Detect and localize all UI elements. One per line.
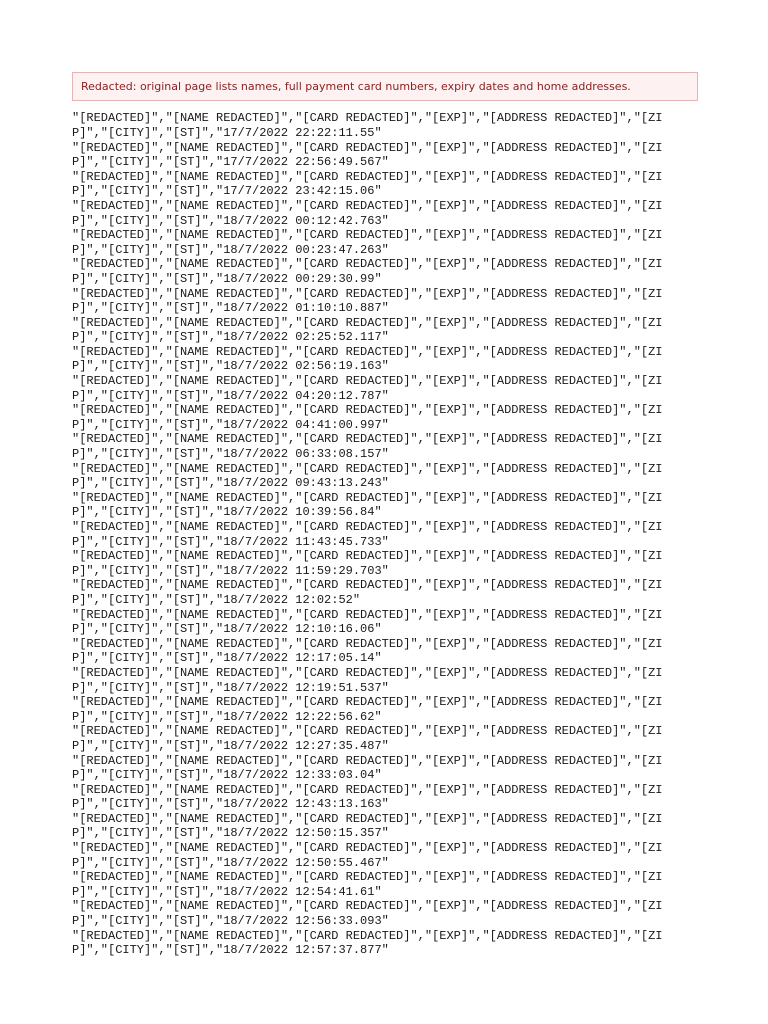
record-line: "[REDACTED]","[NAME REDACTED]","[CARD REDACTED]","[EXP]","[ADDRESS REDACTED]","[ZIP]","[CITY]","[ST]","18/7/2022 12:57:37.877": [72, 928, 663, 958]
record-line: "[REDACTED]","[NAME REDACTED]","[CARD REDACTED]","[EXP]","[ADDRESS REDACTED]","[ZIP]","[CITY]","[ST]","18/7/2022 11:43:45.733": [72, 520, 663, 549]
record-line: "[REDACTED]","[NAME REDACTED]","[CARD REDACTED]","[EXP]","[ADDRESS REDACTED]","[ZIP]","[CITY]","[ST]","18/7/2022 12:19:51.537": [72, 665, 663, 695]
record-line: "[REDACTED]","[NAME REDACTED]","[CARD REDACTED]","[EXP]","[ADDRESS REDACTED]","[ZIP]","[CITY]","[ST]","18/7/2022 04:20:12.787": [72, 374, 663, 403]
record-line: "[REDACTED]","[NAME REDACTED]","[CARD REDACTED]","[EXP]","[ADDRESS REDACTED]","[ZIP]","[CITY]","[ST]","18/7/2022 12:54:41.61": [72, 870, 663, 899]
record-line: "[REDACTED]","[NAME REDACTED]","[CARD REDACTED]","[EXP]","[ADDRESS REDACTED]","[ZIP]","[CITY]","[ST]","18/7/2022 12:27:35.487": [72, 724, 663, 753]
record-line: "[REDACTED]","[NAME REDACTED]","[CARD REDACTED]","[EXP]","[ADDRESS REDACTED]","[ZIP]","[CITY]","[ST]","18/7/2022 04:41:00.997": [72, 403, 663, 432]
record-line: "[REDACTED]","[NAME REDACTED]","[CARD REDACTED]","[EXP]","[ADDRESS REDACTED]","[ZIP]","[CITY]","[ST]","18/7/2022 12:50:15.357": [72, 811, 663, 841]
record-line: "[REDACTED]","[NAME REDACTED]","[CARD REDACTED]","[EXP]","[ADDRESS REDACTED]","[ZIP]","[CITY]","[ST]","18/7/2022 10:39:56.84": [72, 490, 663, 520]
record-line: "[REDACTED]","[NAME REDACTED]","[CARD REDACTED]","[EXP]","[ADDRESS REDACTED]","[ZIP]","[CITY]","[ST]","18/7/2022 09:43:13.243": [72, 461, 663, 491]
record-line: "[REDACTED]","[NAME REDACTED]","[CARD REDACTED]","[EXP]","[ADDRESS REDACTED]","[ZIP]","[CITY]","[ST]","18/7/2022 01:10:10.887": [72, 286, 663, 316]
record-line: "[REDACTED]","[NAME REDACTED]","[CARD REDACTED]","[EXP]","[ADDRESS REDACTED]","[ZIP]","[CITY]","[ST]","18/7/2022 12:22:56.62": [72, 695, 663, 724]
record-line: "[REDACTED]","[NAME REDACTED]","[CARD REDACTED]","[EXP]","[ADDRESS REDACTED]","[ZIP]","[CITY]","[ST]","18/7/2022 12:10:16.06": [72, 607, 663, 637]
record-line: "[REDACTED]","[NAME REDACTED]","[CARD REDACTED]","[EXP]","[ADDRESS REDACTED]","[ZIP]","[CITY]","[ST]","18/7/2022 02:25:52.117": [72, 315, 663, 345]
record-line: "[REDACTED]","[NAME REDACTED]","[CARD REDACTED]","[EXP]","[ADDRESS REDACTED]","[ZIP]","[CITY]","[ST]","17/7/2022 23:42:15.06": [72, 169, 663, 199]
record-line: "[REDACTED]","[NAME REDACTED]","[CARD REDACTED]","[EXP]","[ADDRESS REDACTED]","[ZIP]","[CITY]","[ST]","17/7/2022 22:56:49.567": [72, 140, 663, 170]
record-line: "[REDACTED]","[NAME REDACTED]","[CARD REDACTED]","[EXP]","[ADDRESS REDACTED]","[ZIP]","[CITY]","[ST]","18/7/2022 00:12:42.763": [72, 198, 663, 228]
record-line: "[REDACTED]","[NAME REDACTED]","[CARD REDACTED]","[EXP]","[ADDRESS REDACTED]","[ZIP]","[CITY]","[ST]","18/7/2022 12:17:05.14": [72, 636, 663, 666]
record-line: "[REDACTED]","[NAME REDACTED]","[CARD REDACTED]","[EXP]","[ADDRESS REDACTED]","[ZIP]","[CITY]","[ST]","18/7/2022 06:33:08.157": [72, 432, 663, 462]
record-line: "[REDACTED]","[NAME REDACTED]","[CARD REDACTED]","[EXP]","[ADDRESS REDACTED]","[ZIP]","[CITY]","[ST]","18/7/2022 02:56:19.163": [72, 344, 663, 374]
record-line: "[REDACTED]","[NAME REDACTED]","[CARD REDACTED]","[EXP]","[ADDRESS REDACTED]","[ZIP]","[CITY]","[ST]","18/7/2022 12:02:52": [72, 578, 663, 607]
record-line: "[REDACTED]","[NAME REDACTED]","[CARD REDACTED]","[EXP]","[ADDRESS REDACTED]","[ZIP]","[CITY]","[ST]","18/7/2022 12:50:55.467": [72, 841, 663, 870]
record-line: "[REDACTED]","[NAME REDACTED]","[CARD REDACTED]","[EXP]","[ADDRESS REDACTED]","[ZIP]","[CITY]","[ST]","18/7/2022 00:29:30.99": [72, 257, 663, 286]
record-dump: [72, 111, 698, 957]
record-line: "[REDACTED]","[NAME REDACTED]","[CARD REDACTED]","[EXP]","[ADDRESS REDACTED]","[ZIP]","[CITY]","[ST]","18/7/2022 12:43:13.163": [72, 782, 663, 812]
record-line: "[REDACTED]","[NAME REDACTED]","[CARD REDACTED]","[EXP]","[ADDRESS REDACTED]","[ZIP]","[CITY]","[ST]","17/7/2022 22:22:11.55": [72, 111, 663, 140]
record-line: "[REDACTED]","[NAME REDACTED]","[CARD REDACTED]","[EXP]","[ADDRESS REDACTED]","[ZIP]","[CITY]","[ST]","18/7/2022 00:23:47.263": [72, 228, 663, 257]
record-line: "[REDACTED]","[NAME REDACTED]","[CARD REDACTED]","[EXP]","[ADDRESS REDACTED]","[ZIP]","[CITY]","[ST]","18/7/2022 12:56:33.093": [72, 899, 663, 929]
record-line: "[REDACTED]","[NAME REDACTED]","[CARD REDACTED]","[EXP]","[ADDRESS REDACTED]","[ZIP]","[CITY]","[ST]","18/7/2022 11:59:29.703": [72, 549, 663, 578]
record-line: "[REDACTED]","[NAME REDACTED]","[CARD REDACTED]","[EXP]","[ADDRESS REDACTED]","[ZIP]","[CITY]","[ST]","18/7/2022 12:33:03.04": [72, 753, 663, 783]
redaction-notice: Redacted: original page lists names, full payment card numbers, expiry dates and home addresses.: [72, 72, 698, 101]
